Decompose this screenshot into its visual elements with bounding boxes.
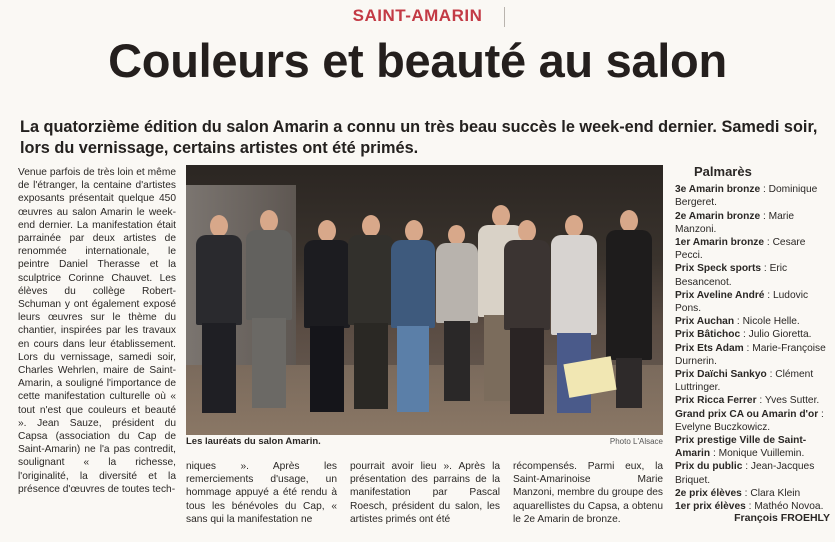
prize-winner: Mathéo Novoa. xyxy=(754,501,824,513)
prize-entry: Prix Ricca Ferrer : Yves Sutter. xyxy=(675,395,820,407)
prize-name: 1er prix élèves xyxy=(675,501,746,513)
group-photo xyxy=(186,165,663,435)
prize-name: Prix Ricca Ferrer xyxy=(675,395,757,407)
prize-winner: Marie Manzoni. xyxy=(675,210,795,235)
prize-name: Prix Ets Adam xyxy=(675,342,744,354)
photo-caption-bar xyxy=(186,436,663,450)
author-signature: François FROEHLY xyxy=(734,512,830,524)
prize-name: 2e Amarin bronze xyxy=(675,210,761,222)
prize-name: 3e Amarin bronze xyxy=(675,184,761,196)
lead-paragraph: La quatorzième édition du salon Amarin a connu un très beau succès le week-end dernier. Samedi soir, lors du vernissage, certains artistes ont été primés. xyxy=(20,118,818,157)
prize-winner: Yves Sutter. xyxy=(764,395,820,407)
prize-entry: 2e Amarin bronze : Marie Manzoni. xyxy=(675,210,795,235)
prize-entry: 3e Amarin bronze : Dominique Bergeret. xyxy=(675,184,818,209)
prize-entry: Prix Daïchi Sankyo : Clément Luttringer. xyxy=(675,369,814,394)
section-kicker: SAINT-AMARIN xyxy=(352,6,483,25)
body-column-3: pourrait avoir lieu ». Après la présentation des parrains de la manifestation par Pascal Roesch, président du salon, les artistes primés ont été xyxy=(350,461,500,525)
prize-name: Prix prestige Ville de Saint-Amarin xyxy=(675,435,807,460)
prize-winner: Marie-Françoise Durnerin. xyxy=(675,342,826,367)
prize-name: Prix Daïchi Sankyo xyxy=(675,369,767,381)
palmares-box xyxy=(675,165,828,513)
prize-name: Prix du public xyxy=(675,461,743,473)
prize-entry: Prix Aveline André : Ludovic Pons. xyxy=(675,289,809,315)
prize-entry: 1er prix élèves : Mathéo Novoa. xyxy=(675,501,824,513)
photo-caption: Les lauréats du salon Amarin. xyxy=(186,436,321,447)
prize-entry: Prix du public : Jean-Jacques Briquet. xyxy=(675,461,815,486)
prize-entry: 1er Amarin bronze : Cesare Pecci. xyxy=(675,237,806,262)
prize-entry: Prix Bâtichoc : Julio Gioretta. xyxy=(675,329,812,341)
prize-entry: Prix prestige Ville de Saint-Amarin : Monique Vuillemin. xyxy=(675,435,807,460)
palmares-title: Palmarès xyxy=(694,164,752,179)
prize-winner: Ludovic Pons. xyxy=(675,289,809,315)
prize-winner: Clara Klein xyxy=(750,487,801,499)
prize-winner: Evelyne Buczkowicz. xyxy=(675,421,771,433)
photo-credit: Photo L'Alsace xyxy=(609,437,663,446)
prize-name: 1er Amarin bronze xyxy=(675,237,765,249)
prize-entry: Prix Auchan : Nicole Helle. xyxy=(675,316,800,328)
prize-entry: Grand prix CA ou Amarin d'or : Evelyne Buczkowicz. xyxy=(675,408,824,433)
prize-name: Prix Bâtichoc xyxy=(675,329,741,341)
prize-entry: 2e prix élèves : Clara Klein xyxy=(675,487,801,499)
body-column-1: Venue parfois de très loin et même de l'étranger, la centaine d'artistes exposants présentait quelque 450 œuvres au salon Amarin le week-end dernier. La manifestation était parrainée par deux artistes de renommée internationale, le peintre Daniel Therasse et la sculptrice Corinne Chauvet. Les élèves du collège Robert-Schuman y ont également exposé leurs œuvres sur le thème du chantier, inspirées par les travaux en cours dans leur établissement. Lors du vernissage, samedi soir, Charles Wehrlen, maire de Saint-Amarin, a souligné l'importance de cette manifestation culturelle où « tout n'est que couleurs et beauté ». Jean Sauze, président du Capsa (association du Cap de Saint-Amarin) ne l'a pas contredit, soulignant « la richesse, l'originalité, la diversité et la présence d'œuvres de toutes tech- xyxy=(18,167,176,495)
prize-list xyxy=(675,183,828,513)
prize-winner: Jean-Jacques Briquet. xyxy=(675,461,815,486)
prize-winner: Clément Luttringer. xyxy=(675,369,814,394)
prize-name: Prix Aveline André xyxy=(675,289,765,301)
prize-winner: Eric Besancenot. xyxy=(675,263,788,288)
kicker-divider xyxy=(504,7,505,27)
prize-winner: Julio Gioretta. xyxy=(748,329,812,341)
body-column-4: récompensés. Parmi eux, la Saint-Amarinoise Marie Manzoni, membre du groupe des aquarellistes du Capsa, a obtenu le 2e Amarin de bronze. xyxy=(513,461,663,525)
prize-winner: Dominique Bergeret. xyxy=(675,184,818,209)
prize-winner: Cesare Pecci. xyxy=(675,237,806,262)
prize-winner: Nicole Helle. xyxy=(742,316,800,328)
prize-entry: Prix Ets Adam : Marie-Françoise Durnerin. xyxy=(675,342,826,367)
prize-winner: Monique Vuillemin. xyxy=(718,448,805,460)
prize-name: Prix Speck sports xyxy=(675,263,762,275)
prize-entry: Prix Speck sports : Eric Besancenot. xyxy=(675,263,788,288)
prize-name: Prix Auchan xyxy=(675,316,735,328)
headline: Couleurs et beauté au salon xyxy=(108,34,727,87)
prize-name: Grand prix CA ou Amarin d'or xyxy=(675,408,819,420)
body-column-2: niques ». Après les remerciements d'usage, un hommage appuyé a été rendu à tous les bénévoles du Cap, « sans qui la manifestation ne xyxy=(186,461,337,525)
prize-name: 2e prix élèves xyxy=(675,487,742,499)
